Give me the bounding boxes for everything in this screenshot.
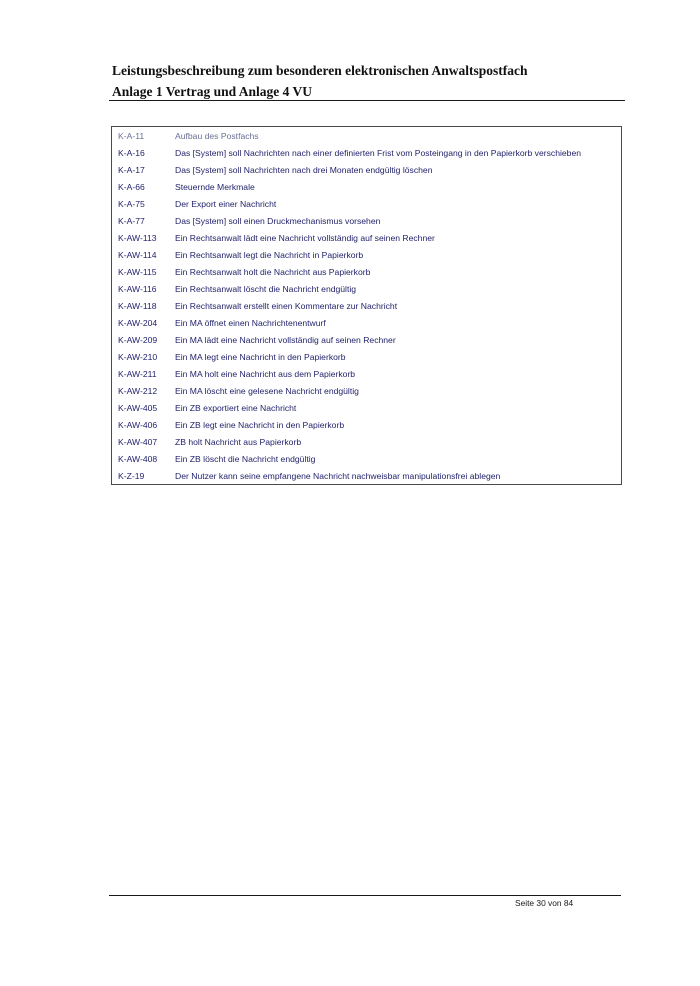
table-row — [112, 161, 621, 178]
table-row — [112, 144, 621, 161]
requirement-id: K-AW-118 — [118, 300, 157, 311]
requirement-text: Ein Rechtsanwalt erstellt einen Kommentare zur Nachricht — [175, 300, 398, 311]
page-title: Leistungsbeschreibung zum besonderen elektronischen Anwaltspostfach — [112, 63, 528, 78]
requirement-id: K-AW-210 — [118, 351, 158, 362]
table-row — [112, 450, 621, 467]
requirement-text: Ein Rechtsanwalt lädt eine Nachricht vollständig auf seinen Rechner — [175, 232, 435, 243]
requirement-text: Ein ZB löscht die Nachricht endgültig — [175, 453, 316, 464]
page-number: Seite 30 von 84 — [515, 898, 574, 908]
requirement-id: K-AW-212 — [118, 385, 158, 396]
requirement-text: Der Nutzer kann seine empfangene Nachricht nachweisbar manipulationsfrei ablegen — [175, 470, 501, 481]
requirement-text: Ein MA öffnet einen Nachrichtenentwurf — [175, 317, 326, 328]
table-row — [112, 263, 621, 280]
requirement-text: Das [System] soll Nachrichten nach drei Monaten endgültig löschen — [175, 164, 433, 175]
requirement-text: Ein ZB exportiert eine Nachricht — [175, 402, 297, 413]
requirements-table — [111, 126, 622, 485]
footer-divider — [109, 895, 621, 896]
table-row — [112, 467, 621, 484]
requirement-id: K-AW-408 — [118, 453, 158, 464]
table-row — [112, 246, 621, 263]
table-row — [112, 195, 621, 212]
table-row — [112, 365, 621, 382]
requirement-id: K-A-77 — [118, 215, 145, 226]
requirement-text: Ein Rechtsanwalt holt die Nachricht aus Papierkorb — [175, 266, 371, 277]
table-row — [112, 433, 621, 450]
requirement-id: K-A-16 — [118, 147, 145, 158]
table-row — [112, 297, 621, 314]
table-row — [112, 382, 621, 399]
table-row — [112, 331, 621, 348]
requirement-id: K-A-66 — [118, 181, 145, 192]
requirement-text: Ein MA legt eine Nachricht in den Papierkorb — [175, 351, 346, 362]
requirement-text: Ein MA holt eine Nachricht aus dem Papierkorb — [175, 368, 356, 379]
requirement-text: Aufbau des Postfachs — [175, 130, 259, 141]
requirement-id: K-AW-116 — [118, 283, 157, 294]
table-row — [112, 178, 621, 195]
requirement-id: K-AW-406 — [118, 419, 158, 430]
requirement-text: Ein Rechtsanwalt löscht die Nachricht endgültig — [175, 283, 357, 294]
requirement-text: ZB holt Nachricht aus Papierkorb — [175, 436, 302, 447]
requirement-text: Ein Rechtsanwalt legt die Nachricht in Papierkorb — [175, 249, 364, 260]
requirement-id: K-A-11 — [118, 130, 145, 141]
table-row — [112, 212, 621, 229]
table-row — [112, 416, 621, 433]
requirement-id: K-AW-209 — [118, 334, 158, 345]
requirement-id: K-A-17 — [118, 164, 145, 175]
table-row — [112, 348, 621, 365]
requirement-id: K-Z-19 — [118, 470, 145, 481]
header-divider — [109, 100, 625, 101]
requirement-id: K-AW-405 — [118, 402, 158, 413]
requirement-text: Das [System] soll einen Druckmechanismus vorsehen — [175, 215, 381, 226]
table-row — [112, 280, 621, 297]
requirement-text: Das [System] soll Nachrichten nach einer definierten Frist vom Posteingang in den Papierkorb verschieben — [175, 147, 582, 158]
requirement-id: K-AW-407 — [118, 436, 158, 447]
table-row — [112, 127, 621, 144]
requirement-id: K-A-75 — [118, 198, 145, 209]
requirement-id: K-AW-204 — [118, 317, 158, 328]
table-row — [112, 229, 621, 246]
requirement-id: K-AW-114 — [118, 249, 157, 260]
requirement-text: Ein MA lädt eine Nachricht vollständig auf seinen Rechner — [175, 334, 396, 345]
table-row — [112, 314, 621, 331]
table-row — [112, 399, 621, 416]
page-subtitle: Anlage 1 Vertrag und Anlage 4 VU — [112, 84, 313, 99]
requirement-text: Der Export einer Nachricht — [175, 198, 277, 209]
requirement-id: K-AW-211 — [118, 368, 157, 379]
requirement-text: Steuernde Merkmale — [175, 181, 255, 192]
requirement-id: K-AW-113 — [118, 232, 157, 243]
requirement-id: K-AW-115 — [118, 266, 157, 277]
requirement-text: Ein ZB legt eine Nachricht in den Papierkorb — [175, 419, 345, 430]
requirement-text: Ein MA löscht eine gelesene Nachricht endgültig — [175, 385, 359, 396]
